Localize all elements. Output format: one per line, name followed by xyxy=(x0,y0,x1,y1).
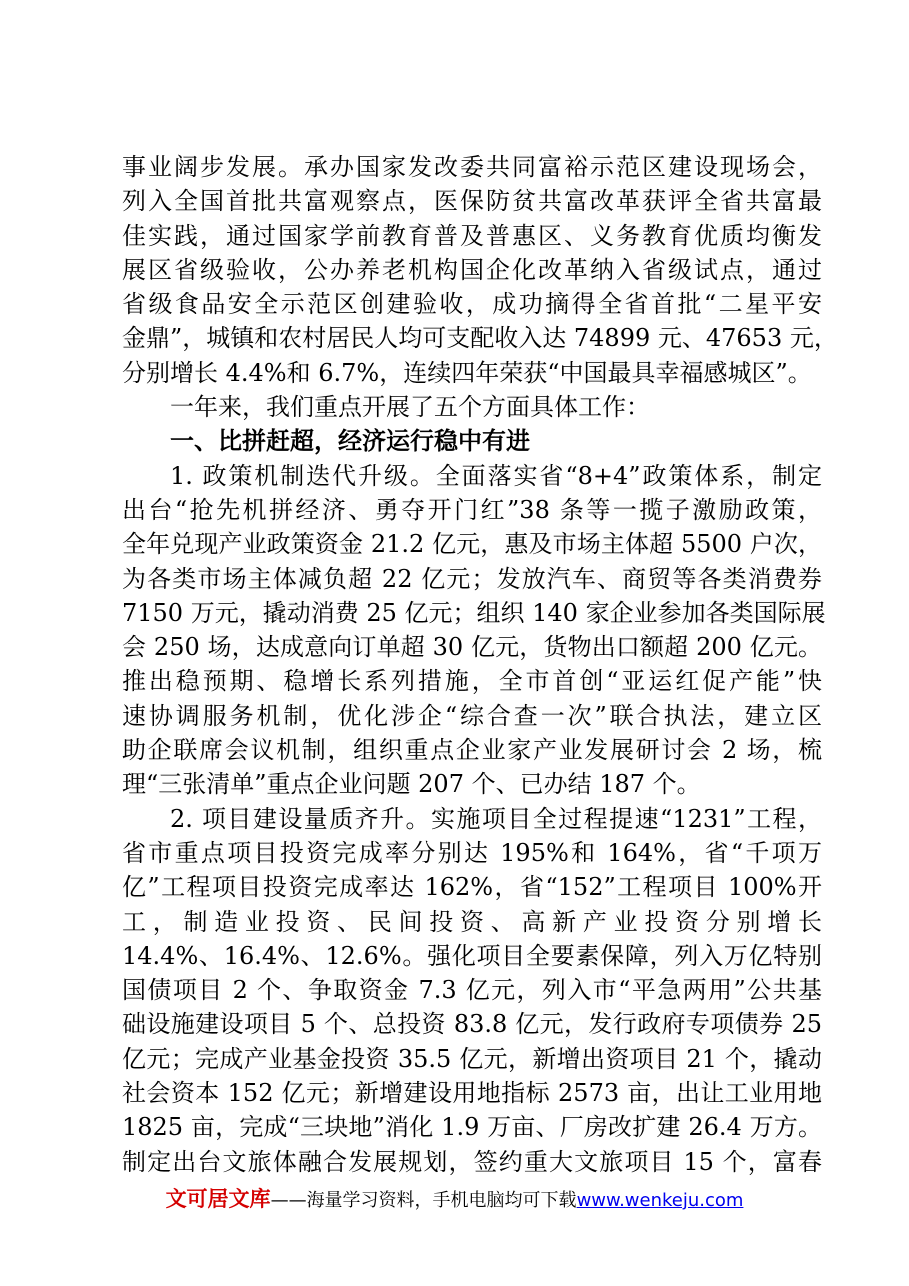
text-line: 7150 万元，撬动消费 25 亿元；组织 140 家企业参加各类国际展 xyxy=(122,598,826,627)
text-line: 速协调服务机制，优化涉企“综合查一次”联合执法，建立区 xyxy=(122,701,822,730)
text-line: 为各类市场主体减负超 22 亿元；发放汽车、商贸等各类消费券 xyxy=(122,564,822,593)
text-line: 1825 亩，完成“三块地”消化 1.9 万亩、厂房改扩建 26.4 万方。 xyxy=(122,1113,822,1142)
text-line: 列入全国首批共富观察点，医保防贫共富改革获评全省共富最 xyxy=(122,187,822,216)
text-line: 全年兑现产业政策资金 21.2 亿元，惠及市场主体超 5500 户次， xyxy=(122,530,822,559)
paragraph-intro: 一年来，我们重点开展了五个方面具体工作： xyxy=(170,393,650,422)
document-body xyxy=(122,150,838,1179)
text-line: 金鼎”，城镇和农村居民人均可支配收入达 74899 元、47653 元， xyxy=(122,324,838,353)
text-line: 2. 项目建设量质齐升。实施项目全过程提速“1231”工程， xyxy=(170,804,822,833)
text-line: 省级食品安全示范区创建验收，成功摘得全省首批“二星平安 xyxy=(122,290,822,319)
text-line: 出台“抢先机拼经济、勇夺开门红”38 条等一揽子激励政策， xyxy=(122,495,822,524)
text-line: 助企联席会议机制，组织重点企业家产业发展研讨会 2 场，梳 xyxy=(122,736,822,765)
text-line: 省市重点项目投资完成率分别达 195%和 164%，省“千项万 xyxy=(122,838,822,867)
footer-text: ——海量学习资料，手机电脑均可下载 xyxy=(270,1190,577,1211)
footer-banner xyxy=(0,1183,909,1213)
text-line: 14.4%、16.4%、12.6%。强化项目全要素保障，列入万亿特别 xyxy=(122,941,822,970)
text-line: 亿元；完成产业基金投资 35.5 亿元，新增出资项目 21 个，撬动 xyxy=(122,1044,822,1073)
text-line: 理“三张清单”重点企业问题 207 个、已办结 187 个。 xyxy=(122,770,701,799)
text-line: 社会资本 152 亿元；新增建设用地指标 2573 亩，出让工业用地 xyxy=(122,1079,822,1108)
text-line: 推出稳预期、稳增长系列措施，全市首创“亚运红促产能”快 xyxy=(122,667,822,696)
footer-brand: 文可居文库 xyxy=(165,1187,271,1211)
text-line: 础设施建设项目 5 个、总投资 83.8 亿元，发行政府专项债券 25 xyxy=(122,1010,822,1039)
text-line: 制定出台文旅体融合发展规划，签约重大文旅项目 15 个，富春 xyxy=(122,1147,822,1176)
section-heading: 一、比拼赶超，经济运行稳中有进 xyxy=(170,427,530,456)
text-line: 国债项目 2 个、争取资金 7.3 亿元，列入市“平急两用”公共基 xyxy=(122,976,822,1005)
text-line: 1. 政策机制迭代升级。全面落实省“8+4”政策体系，制定 xyxy=(170,461,822,490)
footer-link[interactable]: www.wenkeju.com xyxy=(576,1190,744,1211)
text-line: 工，制造业投资、民间投资、高新产业投资分别增长 xyxy=(122,907,822,936)
text-line: 展区省级验收，公办养老机构国企化改革纳入省级试点，通过 xyxy=(122,255,822,284)
text-line: 分别增长 4.4%和 6.7%，连续四年荣获“中国最具幸福感城区”。 xyxy=(122,358,812,387)
text-line: 事业阔步发展。承办国家发改委共同富裕示范区建设现场会， xyxy=(122,153,822,181)
text-line: 会 250 场，达成意向订单超 30 亿元，货物出口额超 200 亿元。 xyxy=(122,633,822,662)
text-line: 亿”工程项目投资完成率达 162%，省“152”工程项目 100%开 xyxy=(122,873,822,902)
text-line: 佳实践，通过国家学前教育普及普惠区、义务教育优质均衡发 xyxy=(122,221,822,250)
